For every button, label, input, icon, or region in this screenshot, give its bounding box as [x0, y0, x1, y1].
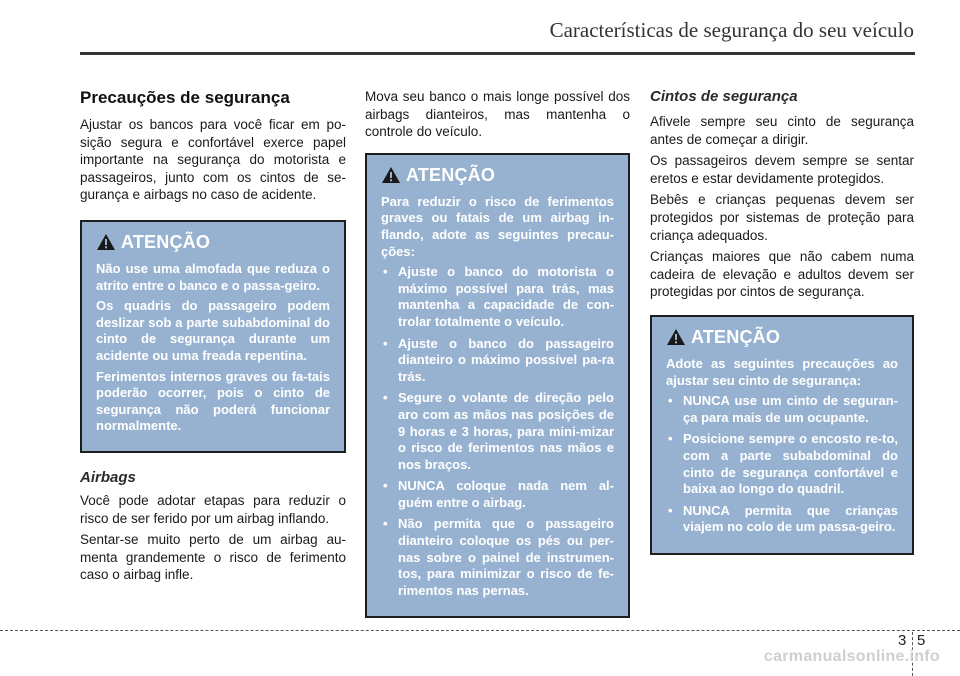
seatbelt-paragraph: Bebês e crianças pequenas devem ser protegidos por sistemas de proteção para criança adequados. [650, 192, 914, 243]
warning-list-item: • Ajuste o banco do motorista o máximo possível para trás, mas mantenha a capacidade de con-trolar totalmente o veículo. [381, 264, 614, 330]
warning-triangle-icon [381, 166, 401, 184]
column-1 [80, 84, 346, 588]
intro-paragraph: Mova seu banco o mais longe possível dos airbags dianteiros, mas mantenha o controle do veículo. [365, 89, 630, 140]
airbag-paragraph: Você pode adotar etapas para reduzir o risco de ser ferido por um airbag inflando. [80, 492, 346, 526]
warning-list-item: • NUNCA permita que crianças viajem no colo de um passa-geiro. [666, 503, 898, 536]
warning-title: ATENÇÃO [691, 326, 781, 347]
header-title: Características de segurança do seu veículo [549, 18, 914, 42]
column-2 [365, 84, 630, 618]
warning-list-item: • NUNCA use um cinto de seguran-ça para mais de um ocupante. [666, 393, 898, 426]
warning-list-item: • NUNCA coloque nada nem al-guém entre o airbag. [381, 478, 614, 511]
warning-list-item: • Segure o volante de direção pelo aro com as mãos nas posições de 9 horas e 3 horas, para mini-mizar o risco de ferimentos nas mãos e nos braços. [381, 390, 614, 473]
warning-triangle-icon [666, 328, 686, 346]
chapter-number: 3 [898, 632, 907, 649]
seatbelt-paragraph: Os passageiros devem sempre se sentar eretos e estar devidamente protegidos. [650, 153, 914, 186]
seatbelt-paragraph: Crianças maiores que não cabem numa cadeira de elevação e adultos devem ser protegidas por cintos de segurança. [650, 249, 914, 300]
warning-lead: Adote as seguintes precauções ao ajustar seu cinto de segurança: [666, 355, 898, 388]
warning-paragraph: Os quadris do passageiro podem deslizar sob a parte subabdominal do cinto de segurança durante um acidente ou uma freada repentina. [96, 298, 330, 363]
warning-list-item: • Não permita que o passageiro dianteiro coloque os pés ou per-nas sobre o painel de instrumen-tos, para minimizar o risco de fe-rimentos nas pernas. [381, 516, 614, 599]
warning-list-item: • Posicione sempre o encosto re-to, com a parte subabdominal do cinto de segurança confortável e baixa ao longo do quadril. [666, 431, 898, 497]
warning-header [381, 165, 614, 186]
seatbelts-subtitle: Cintos de segurança [650, 88, 798, 105]
airbags-subtitle: Airbags [80, 468, 136, 486]
warning-header [96, 232, 330, 253]
warning-box-cushion [80, 220, 346, 453]
footer-rule [0, 630, 960, 631]
warning-box-airbag [365, 153, 630, 619]
airbag-paragraph: Sentar-se muito perto de um airbag au-menta grandemente o risco de ferimento caso o airbag infle. [80, 532, 346, 583]
warning-header [666, 327, 898, 348]
warning-title: ATENÇÃO [121, 231, 211, 252]
warning-list-item: • Ajuste o banco do passageiro dianteiro o máximo possível pa-ra trás. [381, 336, 614, 386]
warning-paragraph: Não use uma almofada que reduza o atrito entre o banco e o passa-geiro. [96, 260, 330, 293]
warning-triangle-icon [96, 233, 116, 251]
header-rule [80, 52, 915, 55]
warning-box-seatbelt [650, 315, 914, 555]
column-3 [650, 84, 914, 555]
seatbelt-paragraph: Afivele sempre seu cinto de segurança antes de começar a dirigir. [650, 114, 914, 147]
section-title: Precauções de segurança [80, 88, 290, 107]
warning-list [381, 264, 614, 599]
warning-title: ATENÇÃO [406, 164, 496, 185]
warning-list [666, 393, 898, 536]
watermark: carmanualsonline.info [763, 648, 940, 665]
intro-paragraph: Ajustar os bancos para você ficar em po-sição segura e confortável exerce papel importante na segurança do motorista e passageiros, junto com os cintos de se-gurança e airbags no caso de acidente. [80, 117, 346, 203]
page-number: 5 [917, 632, 926, 649]
warning-paragraph: Ferimentos internos graves ou fa-tais poderão ocorrer, pois o cinto de segurança não poderá funcionar normalmente. [96, 368, 330, 434]
warning-lead: Para reduzir o risco de ferimentos graves ou fatais de um airbag in-flando, adote as seguintes precau-ções: [381, 193, 614, 259]
